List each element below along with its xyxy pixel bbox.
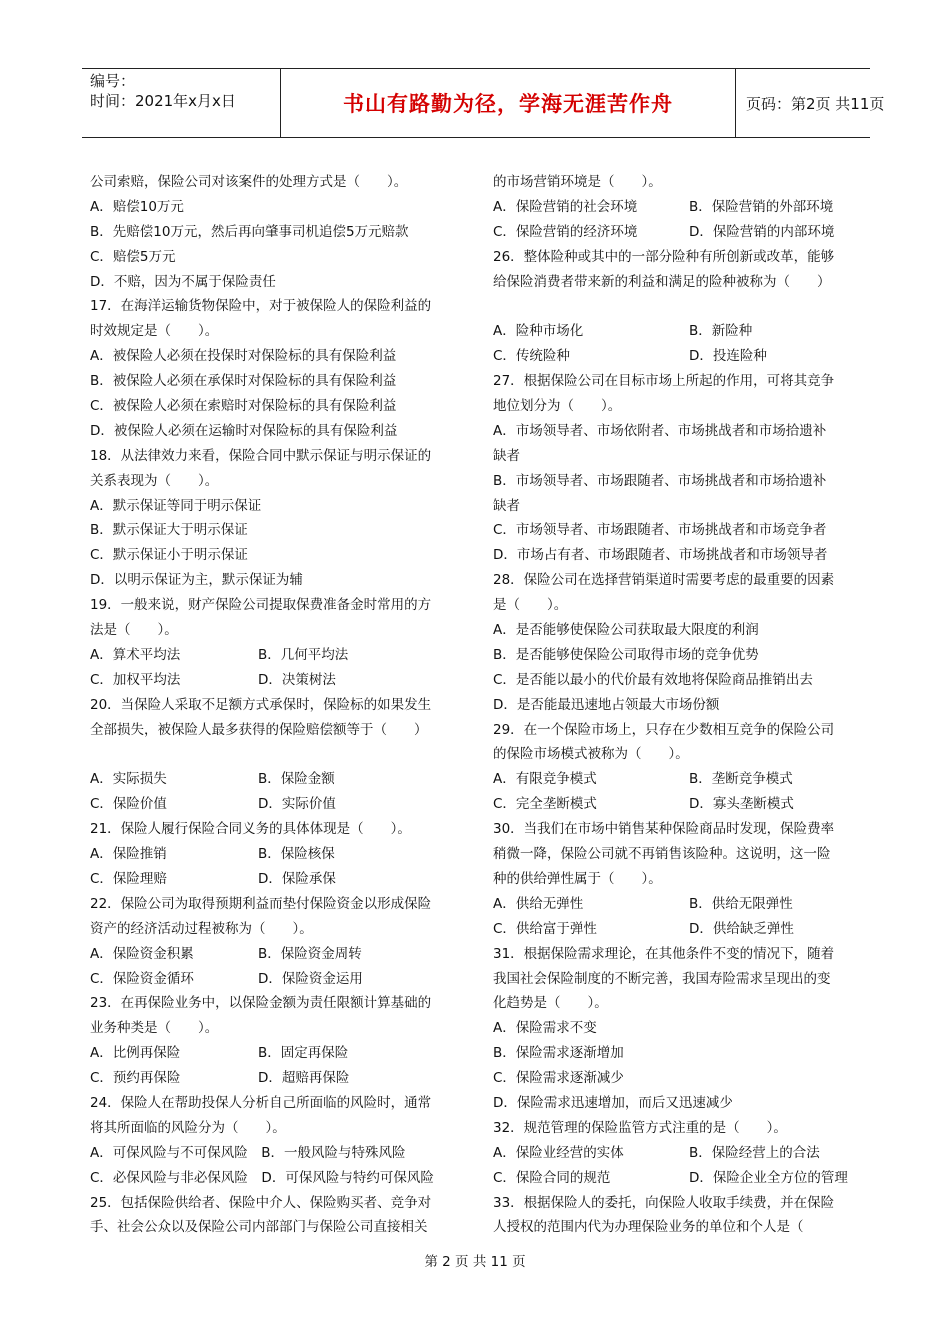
left-column — [90, 170, 458, 1240]
option-pair — [493, 792, 861, 817]
text-line: D．被保险人必须在运输时对保险标的具有保险利益 — [90, 422, 398, 439]
option-pair — [90, 967, 458, 992]
text-line: 24．保险人在帮助投保人分析自己所面临的风险时，通常 — [90, 1094, 432, 1111]
option-text: C．加权平均法 — [90, 671, 181, 688]
option-text: C．保险价值 — [90, 796, 167, 813]
text-line: 28．保险公司在选择营销渠道时需要考虑的最重要的因素 — [493, 572, 835, 589]
option-pair — [90, 767, 458, 792]
page-label: 页码：第2页 共11页 — [746, 94, 885, 113]
text-line: B．市场领导者、市场跟随者、市场挑战者和市场拾遗补 — [493, 472, 827, 489]
option-text: C．保险合同的规范 — [493, 1169, 611, 1186]
text-line: 是（ ）。 — [493, 597, 568, 614]
text-line: 20．当保险人采取不足额方式承保时，保险标的如果发生 — [90, 696, 432, 713]
text-line: C．默示保证小于明示保证 — [90, 547, 248, 564]
text-line: A．被保险人必须在投保时对保险标的具有保险利益 — [90, 348, 397, 365]
option-pair — [493, 1166, 861, 1191]
text-line: C．赔偿5万元 — [90, 248, 176, 265]
text-line: A．默示保证等同于明示保证 — [90, 497, 262, 514]
text-line: 18．从法律效力来看，保险合同中默示保证与明示保证的 — [90, 447, 432, 464]
option-pair — [493, 344, 861, 369]
text-line: 将其所面临的风险分为（ ）。 — [90, 1119, 286, 1136]
option-text: B．固定再保险 — [258, 1045, 349, 1062]
option-text: D．保险承保 — [258, 870, 336, 887]
text-line: 21．保险人履行保险合同义务的具体体现是（ ）。 — [90, 821, 411, 838]
text-line: 人授权的范围内代为办理保险业务的单位和个人是（ — [493, 1219, 804, 1236]
option-text: D．投连险种 — [689, 348, 767, 365]
text-line: A．可保风险与不可保风险 B．一般风险与特殊风险 — [90, 1144, 406, 1161]
text-line: 的保险市场模式被称为（ ）。 — [493, 746, 689, 763]
option-text: D．保险企业全方位的管理 — [689, 1169, 848, 1186]
text-line: 26．整体险种或其中的一部分险种有所创新或改革，能够 — [493, 248, 835, 265]
text-line: 19．一般来说，财产保险公司提取保费准备金时常用的方 — [90, 597, 432, 614]
option-text: D．实际价值 — [258, 796, 336, 813]
code-label: 编号： — [90, 72, 136, 90]
motto: 书山有路勤为径，学海无涯苦作舟 — [280, 69, 736, 137]
option-text: D．供给缺乏弹性 — [689, 920, 794, 937]
text-line: 33．根据保险人的委托，向保险人收取手续费，并在保险 — [493, 1194, 835, 1211]
text-line: 的市场营销环境是（ ）。 — [493, 174, 662, 190]
text-line: D．以明示保证为主，默示保证为辅 — [90, 572, 303, 589]
text-line: B．默示保证大于明示保证 — [90, 522, 248, 539]
text-line: 时效规定是（ ）。 — [90, 323, 219, 340]
option-text: B．保险资金周转 — [258, 945, 362, 962]
option-text: D．超赔再保险 — [258, 1070, 350, 1087]
text-line: 手、社会公众以及保险公司内部部门与保险公司直接相关 — [90, 1219, 428, 1236]
option-text: A．保险营销的社会环境 — [493, 198, 638, 215]
option-pair — [493, 917, 861, 942]
option-text: A．保险推销 — [90, 846, 167, 863]
text-line: D．不赔，因为不属于保险责任 — [90, 273, 276, 290]
option-pair — [90, 1066, 458, 1091]
option-pair — [493, 892, 861, 917]
option-text: B．几何平均法 — [258, 646, 349, 663]
option-pair — [90, 867, 458, 892]
text-line: 30．当我们在市场中销售某种保险商品时发现，保险费率 — [493, 821, 835, 838]
text-line: 31．根据保险需求理论，在其他条件不变的情况下，随着 — [493, 945, 835, 962]
option-pair — [90, 792, 458, 817]
text-line: 地位划分为（ ）。 — [493, 398, 622, 415]
text-line: 公司索赔，保险公司对该案件的处理方式是（ ）。 — [90, 174, 408, 190]
text-line: 我国社会保险制度的不断完善，我国寿险需求呈现出的变 — [493, 970, 831, 987]
option-text: D．决策树法 — [258, 671, 336, 688]
header-meta — [82, 69, 280, 137]
option-text: B．保险金额 — [258, 771, 335, 788]
option-pair — [493, 319, 861, 344]
text-line: A．保险需求不变 — [493, 1020, 597, 1037]
text-line: 23．在再保险业务中，以保险金额为责任限额计算基础的 — [90, 995, 432, 1012]
option-text: C．保险资金循环 — [90, 970, 194, 987]
text-line: C．保险需求逐渐减少 — [493, 1070, 624, 1087]
text-line: B．先赔偿10万元，然后再向肇事司机追偿5万元赔款 — [90, 223, 409, 240]
text-line: 全部损失，被保险人最多获得的保险赔偿额等于（ ） — [90, 721, 428, 738]
option-text: B．新险种 — [689, 323, 753, 340]
text-line: 缺者 — [493, 447, 520, 464]
page-footer: 第 2 页 共 11 页 — [424, 1254, 526, 1270]
option-text: C．预约再保险 — [90, 1070, 181, 1087]
right-column — [493, 170, 861, 1240]
text-line: 业务种类是（ ）。 — [90, 1020, 219, 1037]
text-line: D．是否能最迅速地占领最大市场份额 — [493, 696, 720, 713]
option-pair — [493, 1141, 861, 1166]
option-pair — [90, 643, 458, 668]
text-line: 化趋势是（ ）。 — [493, 995, 608, 1012]
option-pair — [90, 668, 458, 693]
text-line: A．是否能够使保险公司获取最大限度的利润 — [493, 622, 759, 639]
option-text: A．实际损失 — [90, 771, 167, 788]
text-line: C．是否能以最小的代价最有效地将保险商品推销出去 — [493, 671, 813, 688]
text-line: D．保险需求迅速增加，而后又迅速减少 — [493, 1094, 733, 1111]
page-header — [82, 68, 885, 138]
option-text: A．算术平均法 — [90, 646, 181, 663]
option-text: B．垄断竞争模式 — [689, 771, 793, 788]
option-text: C．保险营销的经济环境 — [493, 223, 638, 240]
text-line: 25．包括保险供给者、保险中介人、保险购买者、竞争对 — [90, 1194, 432, 1211]
text-line: 稍微一降，保险公司就不再销售该险种。这说明，这一险 — [493, 846, 831, 863]
text-line: C．被保险人必须在索赔时对保险标的具有保险利益 — [90, 398, 397, 415]
text-line: 种的供给弹性属于（ ）。 — [493, 870, 662, 887]
option-text: B．供给无限弹性 — [689, 895, 793, 912]
text-line: C．市场领导者、市场跟随者、市场挑战者和市场竞争者 — [493, 522, 827, 539]
option-text: C．保险理赔 — [90, 870, 167, 887]
text-line: A．市场领导者、市场依附者、市场挑战者和市场拾遗补 — [493, 422, 827, 439]
text-line: 22．保险公司为取得预期利益而垫付保险资金以形成保险 — [90, 895, 432, 912]
option-pair — [493, 220, 861, 245]
text-line: B．是否能够使保险公司取得市场的竞争优势 — [493, 646, 759, 663]
text-line: B．被保险人必须在承保时对保险标的具有保险利益 — [90, 373, 397, 390]
text-line: 缺者 — [493, 497, 520, 514]
option-text: C．传统险种 — [493, 348, 570, 365]
option-pair — [90, 942, 458, 967]
text-line: 资产的经济活动过程被称为（ ）。 — [90, 920, 313, 937]
text-line: 17．在海洋运输货物保险中，对于被保险人的保险利益的 — [90, 298, 432, 315]
option-text: B．保险核保 — [258, 846, 335, 863]
option-text: D．保险资金运用 — [258, 970, 363, 987]
option-text: D．寡头垄断模式 — [689, 796, 794, 813]
option-text: C．供给富于弹性 — [493, 920, 597, 937]
option-text: A．有限竞争模式 — [493, 771, 597, 788]
option-pair — [90, 1041, 458, 1066]
option-pair — [493, 195, 861, 220]
option-text: A．保险业经营的实体 — [493, 1144, 624, 1161]
option-text: B．保险经营上的合法 — [689, 1144, 820, 1161]
blank-line — [493, 294, 861, 319]
option-text: C．完全垄断模式 — [493, 796, 597, 813]
text-line: D．市场占有者、市场跟随者、市场挑战者和市场领导者 — [493, 547, 828, 564]
text-line: C．必保风险与非必保风险 D．可保风险与特约可保风险 — [90, 1169, 434, 1186]
option-pair — [90, 842, 458, 867]
option-text: A．保险资金积累 — [90, 945, 194, 962]
option-text: A．供给无弹性 — [493, 895, 584, 912]
text-line: A．赔偿10万元 — [90, 198, 184, 215]
text-line: 给保险消费者带来新的利益和满足的险种被称为（ ） — [493, 273, 831, 290]
text-line: 29．在一个保险市场上，只存在少数相互竞争的保险公司 — [493, 721, 835, 738]
time-label: 时间：2021年x月x日 — [90, 92, 236, 110]
text-line: B．保险需求逐渐增加 — [493, 1045, 624, 1062]
text-line: 法是（ ）。 — [90, 622, 178, 639]
blank-line — [90, 742, 458, 767]
option-pair — [493, 767, 861, 792]
text-line: 32．规范管理的保险监管方式注重的是（ ）。 — [493, 1119, 787, 1136]
option-text: A．险种市场化 — [493, 323, 584, 340]
text-line: 关系表现为（ ）。 — [90, 472, 219, 489]
text-line: 27．根据保险公司在目标市场上所起的作用，可将其竞争 — [493, 373, 835, 390]
option-text: B．保险营销的外部环境 — [689, 198, 834, 215]
option-text: D．保险营销的内部环境 — [689, 223, 835, 240]
option-text: A．比例再保险 — [90, 1045, 181, 1062]
